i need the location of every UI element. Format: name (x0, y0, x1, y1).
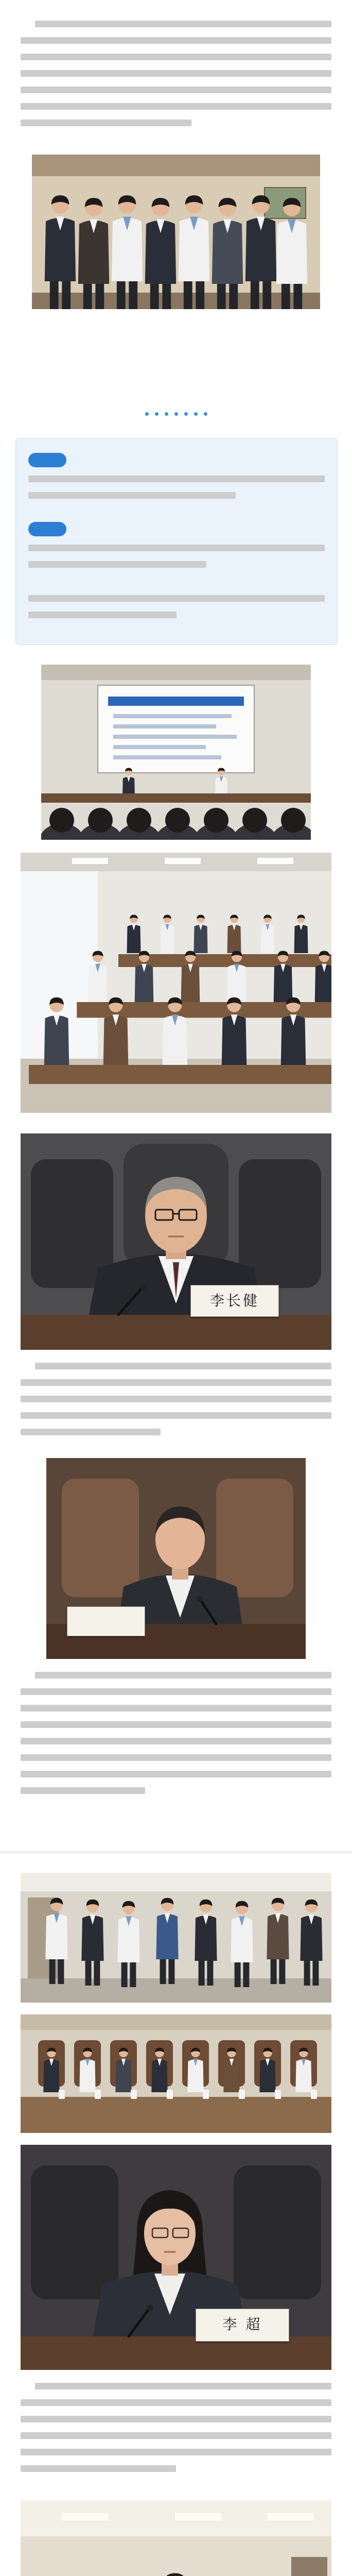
text-line (21, 1412, 331, 1419)
article-paragraph (21, 1672, 331, 1804)
text-line (21, 1754, 331, 1761)
nameplate: 李 超 (196, 2309, 289, 2342)
section-text (28, 545, 325, 578)
photo-meeting-room-image (21, 853, 331, 1113)
section-text (28, 476, 325, 509)
text-line (35, 1363, 331, 1369)
text-line (28, 492, 236, 499)
nameplate: 李长健 (190, 1285, 279, 1317)
section-tag (28, 453, 66, 467)
photo-meeting-table (21, 2014, 331, 2133)
text-line (35, 2383, 331, 2389)
photo-meeting-room (21, 853, 331, 1113)
text-line (21, 1738, 331, 1744)
text-line (21, 2416, 331, 2422)
article-paragraph (21, 1363, 331, 1445)
text-line (21, 1396, 331, 1402)
article-paragraph (21, 21, 331, 136)
text-line (21, 103, 331, 110)
text-line (21, 120, 191, 126)
photo-speaker-1-image (21, 1133, 331, 1350)
section-separator (0, 1851, 352, 1854)
text-line (21, 2465, 176, 2472)
nameplate (67, 1606, 145, 1636)
text-line (21, 1721, 331, 1728)
text-line (21, 70, 331, 77)
photo-meeting-table-image (21, 2014, 331, 2133)
text-line (21, 87, 331, 93)
text-line (21, 1787, 145, 1794)
photo-corridor-group (21, 1873, 331, 2003)
text-line (21, 2399, 331, 2406)
section-tag (28, 522, 66, 536)
text-line (28, 476, 325, 482)
photo-speaker-1 (21, 1133, 331, 1350)
text-line (21, 54, 331, 60)
photo-speaker-3 (21, 2145, 331, 2370)
photo-ward-visit-group-image (21, 2500, 331, 2576)
text-line (21, 1379, 331, 1386)
text-line (21, 37, 331, 44)
text-line (21, 1688, 331, 1695)
photo-presentation-screen-image (41, 665, 311, 840)
photo-presentation-screen (41, 665, 311, 840)
text-line (21, 2449, 331, 2455)
text-line (28, 612, 177, 618)
highlight-section (15, 438, 338, 645)
text-line (21, 1429, 161, 1435)
text-line (28, 561, 206, 568)
section-text (28, 595, 325, 628)
text-line (35, 1672, 331, 1679)
photo-group-visit-image (32, 155, 320, 309)
photo-corridor-group-image (21, 1873, 331, 2003)
text-line (21, 2432, 331, 2439)
photo-group-visit (32, 155, 320, 309)
text-line (21, 1705, 331, 1711)
text-line (21, 1771, 331, 1777)
text-line (28, 595, 325, 602)
photo-speaker-2 (46, 1458, 306, 1659)
dot-divider (0, 412, 352, 416)
article-paragraph (21, 2383, 331, 2482)
photo-ward-visit-group (21, 2500, 331, 2576)
text-line (35, 21, 331, 27)
text-line (28, 545, 325, 551)
